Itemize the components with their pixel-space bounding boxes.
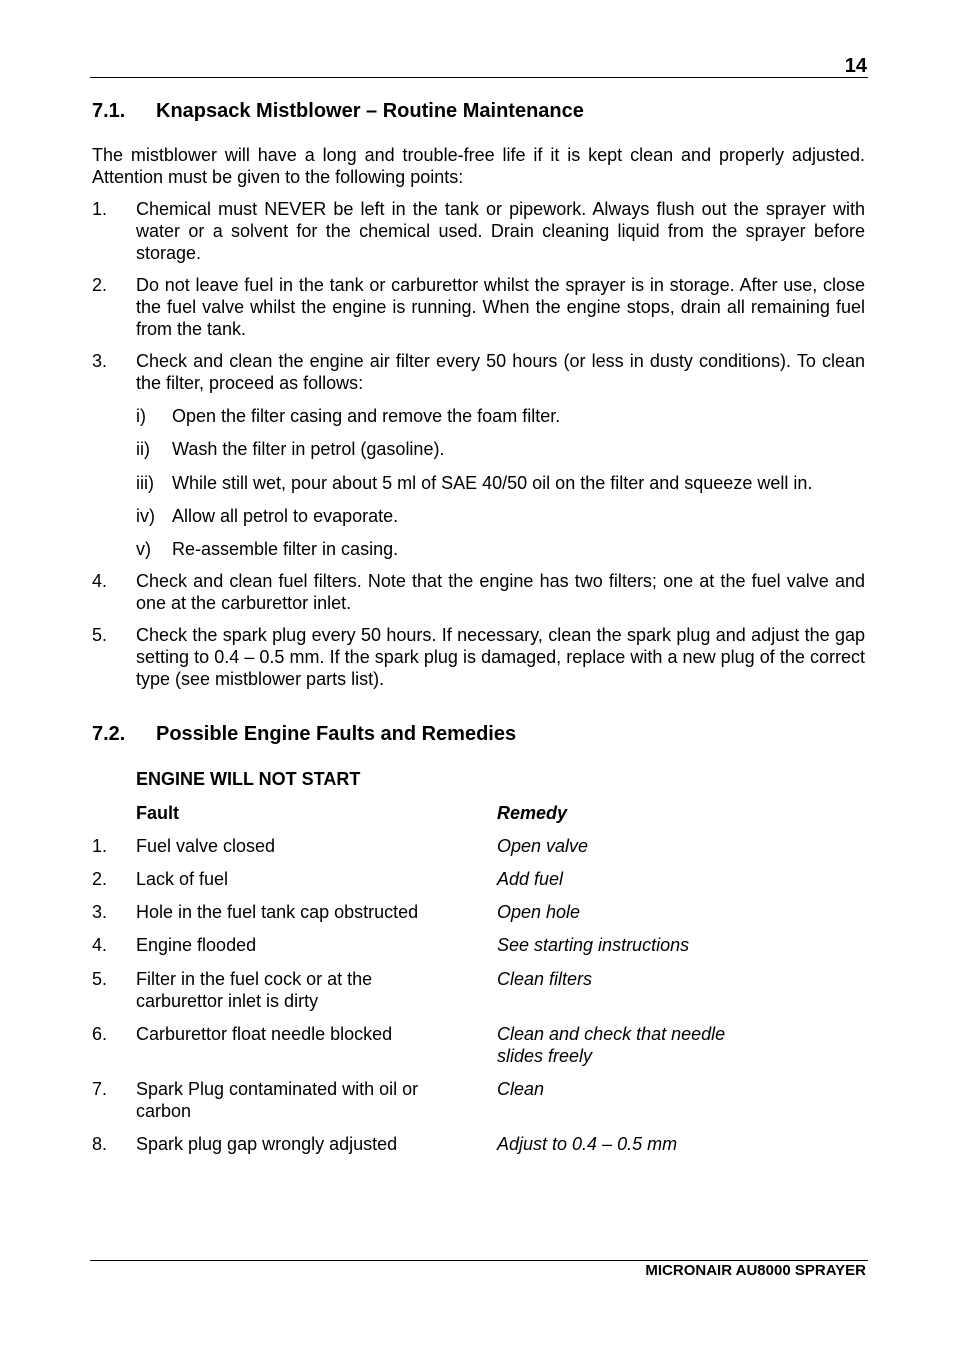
list-item xyxy=(92,624,865,690)
row-number: 6. xyxy=(92,1024,108,1044)
sub-item-number: v) xyxy=(136,539,151,559)
footer-title: MICRONAIR AU8000 SPRAYER xyxy=(645,1262,866,1279)
row-number: 8. xyxy=(92,1134,108,1154)
remedy-cell: Clean xyxy=(497,1079,545,1099)
item-number: 3. xyxy=(92,351,108,371)
row-number: 3. xyxy=(92,902,108,922)
column-header-fault: Fault xyxy=(136,803,179,823)
sub-item-number: iii) xyxy=(136,473,154,493)
list-item xyxy=(92,570,865,614)
fault-cell: Lack of fuel xyxy=(136,869,229,889)
sub-item-text: Wash the filter in petrol (gasoline). xyxy=(172,439,445,459)
list-item xyxy=(92,350,865,394)
fault-cell: Spark plug gap wrongly adjusted xyxy=(136,1134,398,1154)
fault-cell: Filter in the fuel cock or at the carburettor inlet is dirty xyxy=(136,969,373,1011)
section-heading-7-2 xyxy=(92,722,516,746)
sub-item-number: iv) xyxy=(136,506,155,526)
list-item xyxy=(92,274,865,340)
item-text: Chemical must NEVER be left in the tank or pipework. Always flush out the sprayer with water or a solvent for the chemical used. Drain cleaning liquid from the sprayer before storage. xyxy=(136,199,865,263)
intro-paragraph: The mistblower will have a long and trouble-free life if it is kept clean and properly adjusted. Attention must be given to the following points: xyxy=(92,145,865,187)
sub-item-text: While still wet, pour about 5 ml of SAE 40/50 oil on the filter and squeeze well in. xyxy=(172,473,813,493)
fault-cell: Fuel valve closed xyxy=(136,836,276,856)
sub-list-item xyxy=(136,438,866,460)
section-heading-7-1 xyxy=(92,99,584,123)
sub-item-number: i) xyxy=(136,406,146,426)
item-text: Check the spark plug every 50 hours. If necessary, clean the spark plug and adjust the gap setting to 0.4 – 0.5 mm. If the spark plug is damaged, replace with a new plug of the correct type (see mistblower parts list). xyxy=(136,625,865,689)
row-number: 2. xyxy=(92,869,108,889)
page-number: 14 xyxy=(844,55,867,77)
subheading-engine-will-not-start: ENGINE WILL NOT START xyxy=(136,769,361,789)
section-title: Possible Engine Faults and Remedies xyxy=(156,723,517,745)
sub-list-item xyxy=(136,472,866,494)
footer-rule xyxy=(90,1260,868,1261)
list-item xyxy=(92,198,865,264)
remedy-cell: Open hole xyxy=(497,902,581,922)
row-number: 1. xyxy=(92,836,108,856)
section-number: 7.2. xyxy=(92,723,126,745)
row-number: 5. xyxy=(92,969,108,989)
column-header-remedy: Remedy xyxy=(497,803,568,823)
remedy-cell: Adjust to 0.4 – 0.5 mm xyxy=(497,1134,678,1154)
sub-list-item xyxy=(136,405,866,427)
item-text: Do not leave fuel in the tank or carburettor whilst the sprayer is in storage. After use, close the fuel valve whilst the engine is running. When the engine stops, drain all remaining fuel from the tank. xyxy=(136,275,865,339)
item-number: 2. xyxy=(92,275,108,295)
sub-item-number: ii) xyxy=(136,439,150,459)
section-title: Knapsack Mistblower – Routine Maintenance xyxy=(156,100,584,122)
remedy-cell: See starting instructions xyxy=(497,935,690,955)
sub-item-text: Open the filter casing and remove the foam filter. xyxy=(172,406,561,426)
remedy-cell: Clean filters xyxy=(497,969,593,989)
section-number: 7.1. xyxy=(92,100,126,122)
item-text: Check and clean the engine air filter every 50 hours (or less in dusty conditions). To clean the filter, proceed as follows: xyxy=(136,351,865,393)
item-number: 1. xyxy=(92,199,108,219)
remedy-cell: Clean and check that needle slides freely xyxy=(497,1024,726,1066)
header-rule xyxy=(90,77,868,78)
sub-list-item xyxy=(136,505,866,527)
remedy-cell: Open valve xyxy=(497,836,589,856)
fault-cell: Carburettor float needle blocked xyxy=(136,1024,393,1044)
item-number: 4. xyxy=(92,571,108,591)
row-number: 4. xyxy=(92,935,108,955)
item-text: Check and clean fuel filters. Note that the engine has two filters; one at the fuel valve and one at the carburettor inlet. xyxy=(136,571,865,613)
row-number: 7. xyxy=(92,1079,108,1099)
remedy-cell: Add fuel xyxy=(497,869,564,889)
fault-cell: Spark Plug contaminated with oil or carbon xyxy=(136,1079,419,1121)
sub-list-item xyxy=(136,538,866,560)
sub-item-text: Re-assemble filter in casing. xyxy=(172,539,399,559)
item-number: 5. xyxy=(92,625,108,645)
sub-item-text: Allow all petrol to evaporate. xyxy=(172,506,399,526)
fault-cell: Engine flooded xyxy=(136,935,257,955)
fault-cell: Hole in the fuel tank cap obstructed xyxy=(136,902,419,922)
